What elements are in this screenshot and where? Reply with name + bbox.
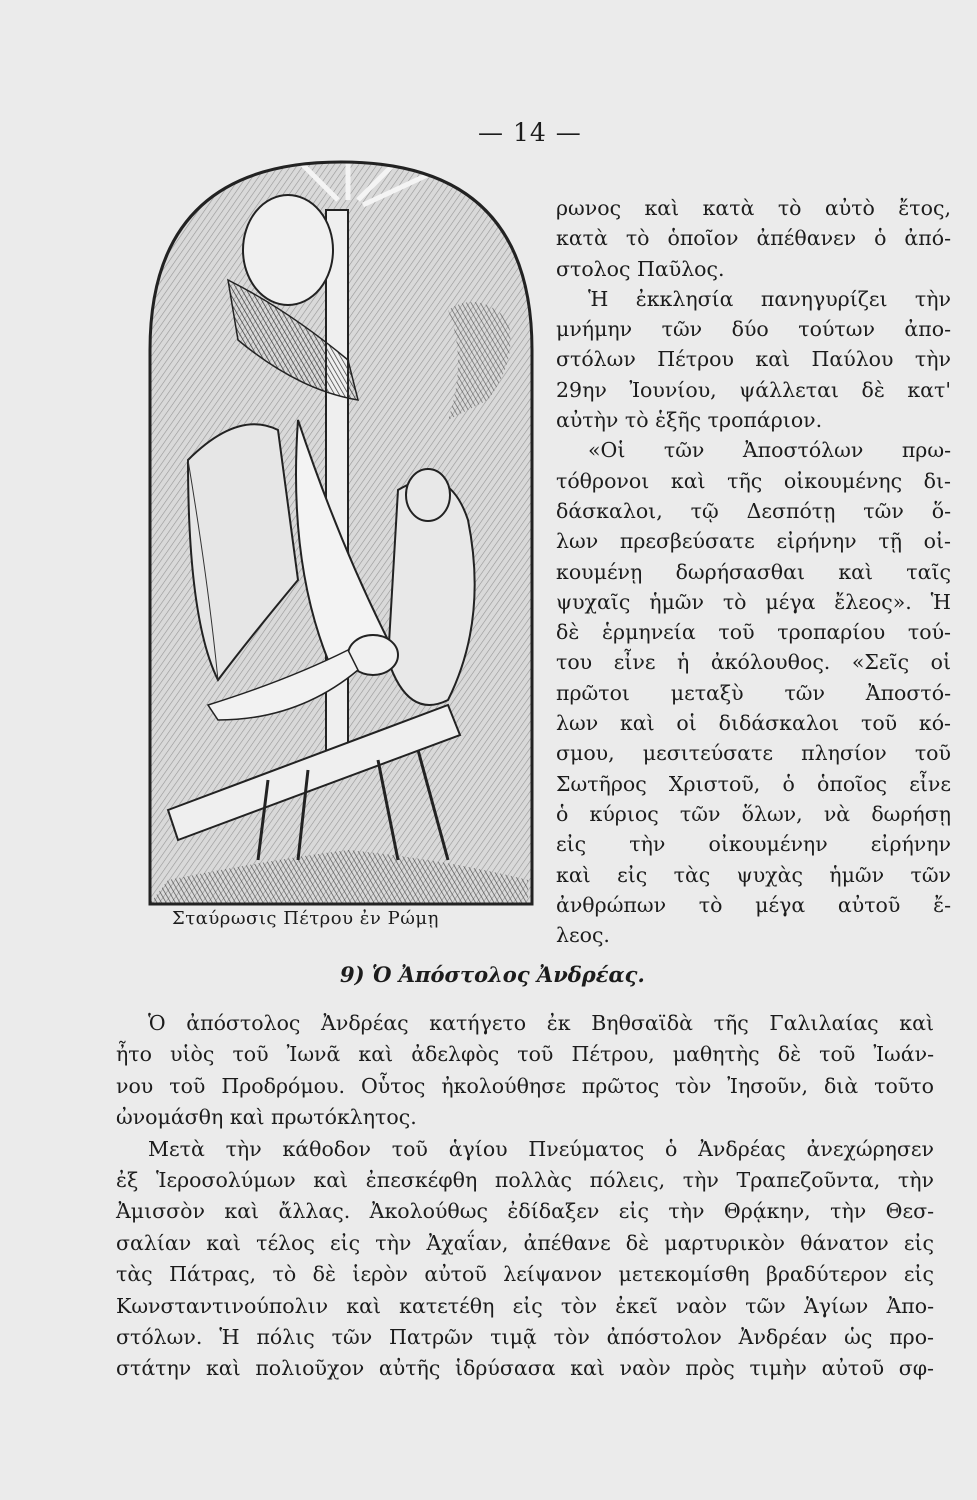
page-number: — 14 — (478, 118, 582, 147)
text-line: του εἶνε ἡ ἀκόλουθος. «Σεῖς οἱ (556, 650, 951, 675)
text-line: δὲ ἑρμηνεία τοῦ τροπαρίου τού- (556, 620, 951, 645)
text-line: ἐξ Ἱεροσολύμων καὶ ἐπεσκέφθη πολλὰς πόλεις, τὴν Τραπεζοῦντα, τὴν (116, 1167, 934, 1192)
text-line: δάσκαλοι, τῷ Δεσπότῃ τῶν ὅ- (556, 498, 951, 523)
text-line: Μετὰ τὴν κάθοδον τοῦ ἁγίου Πνεύματος ὁ Ἀνδρέας ἀνεχώρησεν (148, 1136, 934, 1161)
section-title: 9) Ὁ Ἀπόστολος Ἀνδρέας. (340, 962, 645, 987)
text-line: 29ην Ἰουνίου, ψάλλεται δὲ κατ' (556, 377, 951, 402)
text-line: μνήμην τῶν δύο τούτων ἀπο- (556, 317, 951, 342)
text-line: αὐτὴν τὸ ἑξῆς τροπάριον. (556, 408, 823, 433)
body-text (116, 1008, 934, 1385)
text-line: Σωτῆρος Χριστοῦ, ὁ ὁποῖος εἶνε (556, 771, 951, 796)
text-line: κατὰ τὸ ὁποῖον ἀπέθανεν ὁ ἀπό- (556, 226, 951, 251)
text-line: στάτην καὶ πολιοῦχον αὐτῆς ἱδρύσασα καὶ ναὸν πρὸς τιμὴν αὐτοῦ σφ- (116, 1356, 934, 1381)
text-line: Κωνσταντινούπολιν καὶ κατετέθη εἰς τὸν ἐκεῖ ναὸν τῶν Ἁγίων Ἀπο- (116, 1293, 934, 1318)
right-column-text (556, 193, 951, 950)
text-line: τὰς Πάτρας, τὸ δὲ ἱερὸν αὐτοῦ λείψανον μετεκομίσθη βραδύτερον εἰς (116, 1262, 934, 1287)
text-line: καὶ εἰς τὰς ψυχὰς ἡμῶν τῶν (556, 862, 951, 887)
text-line: κουμένῃ δωρήσασθαι καὶ ταῖς (556, 559, 951, 584)
text-line: εἰς τὴν οἰκουμένην εἰρήνην (556, 832, 951, 857)
text-line: Ἡ ἐκκλησία πανηγυρίζει τὴν (588, 286, 951, 311)
text-line: σαλίαν καὶ τέλος εἰς τὴν Ἀχαΐαν, ἀπέθανε δὲ μαρτυρικὸν θάνατον εἰς (116, 1230, 934, 1255)
text-line: ὠνομάσθη καὶ πρωτόκλητος. (116, 1105, 417, 1130)
text-line: «Οἱ τῶν Ἀποστόλων πρω- (588, 438, 951, 463)
crucifixion-engraving (148, 160, 534, 906)
text-line: σμου, μεσιτεύσατε πλησίον τοῦ (556, 741, 951, 766)
text-line: ὁ κύριος τῶν ὅλων, νὰ δωρήσῃ (556, 801, 951, 826)
text-line: ρωνος καὶ κατὰ τὸ αὐτὸ ἔτος, (556, 196, 951, 220)
text-line: πρῶτοι μεταξὺ τῶν Ἀποστό- (556, 680, 951, 705)
text-line: λων καὶ οἱ διδάσκαλοι τοῦ κό- (556, 711, 951, 736)
text-line: στόλων Πέτρου καὶ Παύλου τὴν (556, 347, 951, 372)
text-line: ἦτο υἱὸς τοῦ Ἰωνᾶ καὶ ἀδελφὸς τοῦ Πέτρου, μαθητὴς δὲ τοῦ Ἰωάν- (116, 1042, 934, 1067)
text-line: νου τοῦ Προδρόμου. Οὗτος ἠκολούθησε πρῶτος τὸν Ἰησοῦν, διὰ τοῦτο (116, 1073, 934, 1098)
text-line: Ἀμισσὸν καὶ ἄλλας. Ἀκολούθως ἐδίδαξεν εἰς τὴν Θρᾴκην, τὴν Θεσ- (116, 1199, 934, 1224)
text-line: τόθρονοι καὶ τῆς οἰκουμένης δι- (556, 468, 951, 493)
text-line: Ὁ ἀπόστολος Ἀνδρέας κατήγετο ἐκ Βηθσαϊδὰ τῆς Γαλιλαίας καὶ (148, 1011, 934, 1035)
text-line: ψυχαῖς ἡμῶν τὸ μέγα ἔλεος». Ἡ (556, 589, 951, 614)
text-line: στολος Παῦλος. (556, 256, 725, 281)
text-line: ἀνθρώπων τὸ μέγα αὐτοῦ ἔ- (556, 892, 951, 917)
figure-caption: Σταύρωσις Πέτρου ἐν Ρώμῃ (172, 908, 439, 929)
text-line: λων πρεσβεύσατε εἰρήνην τῇ οἰ- (556, 529, 951, 554)
text-line: στόλων. Ἡ πόλις τῶν Πατρῶν τιμᾷ τὸν ἀπόστολον Ἀνδρέαν ὡς προ- (116, 1324, 934, 1349)
text-line: λεος. (556, 923, 610, 948)
